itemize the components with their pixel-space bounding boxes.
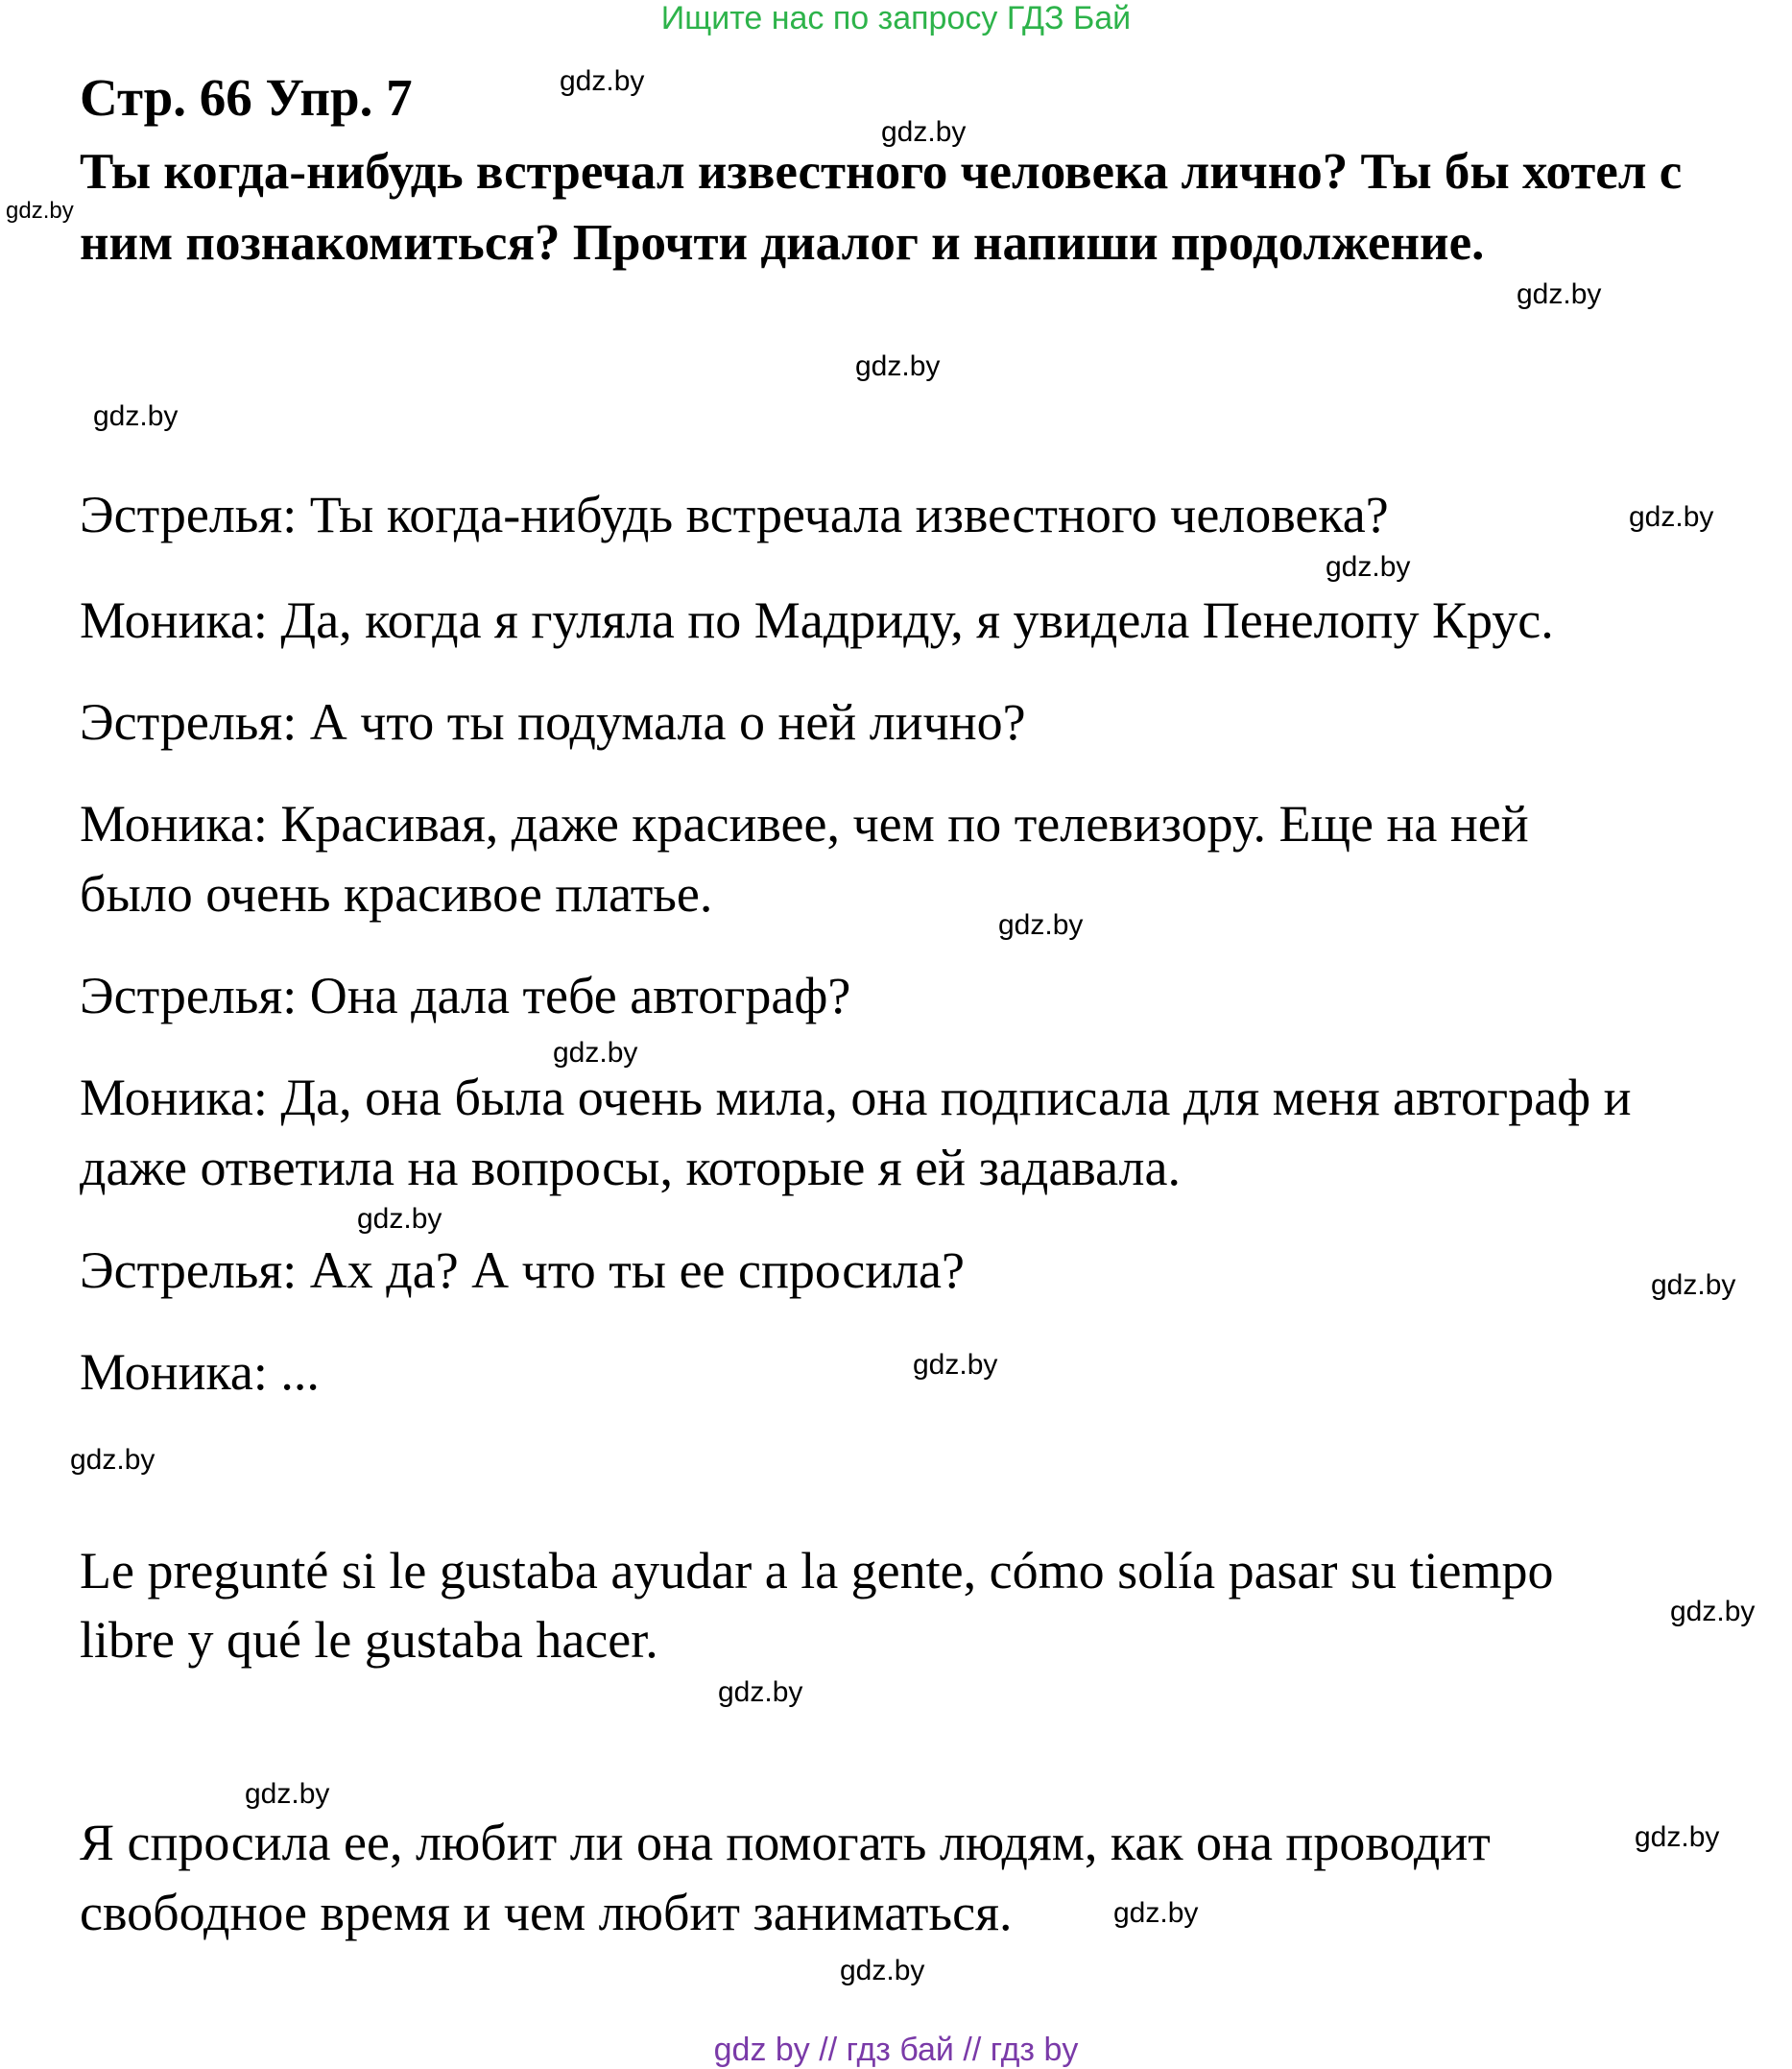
- watermark: gdz.by: [357, 1203, 442, 1235]
- answer-russian: свободное время и чем любит заниматься.: [80, 1884, 1013, 1941]
- watermark: gdz.by: [1113, 1897, 1199, 1929]
- watermark: gdz.by: [560, 65, 645, 97]
- page-heading: Стр. 66 Упр. 7: [80, 68, 413, 127]
- watermark: gdz.by: [1651, 1269, 1736, 1301]
- watermark: gdz.by: [881, 116, 967, 148]
- watermark: gdz.by: [1629, 501, 1714, 533]
- watermark: gdz.by: [93, 400, 179, 432]
- watermark: gdz.by: [6, 198, 74, 224]
- watermark: gdz.by: [840, 1955, 925, 1986]
- dialogue-line: было очень красивое платье.: [80, 865, 713, 923]
- dialogue-line: даже ответила на вопросы, которые я ей задавала.: [80, 1139, 1181, 1196]
- watermark: gdz.by: [913, 1349, 998, 1381]
- dialogue-line: Моника: Да, она была очень мила, она подписала для меня автограф и: [80, 1069, 1632, 1126]
- watermark: gdz.by: [1326, 551, 1411, 583]
- watermark: gdz.by: [718, 1676, 803, 1708]
- watermark: gdz.by: [553, 1037, 638, 1069]
- watermark: gdz.by: [855, 350, 941, 382]
- dialogue-line: Эстрелья: А что ты подумала о ней лично?: [80, 693, 1026, 751]
- answer-spanish: libre y qué le gustaba hacer.: [80, 1611, 658, 1669]
- task-text: Ты когда-нибудь встречал известного человека лично? Ты бы хотел с ним познакомиться? Прочти диалог и напиши продолжение.: [80, 144, 1683, 271]
- footer: gdz by // гдз бай // гдз by: [713, 2032, 1079, 2068]
- answer-spanish: Le pregunté si le gustaba ayudar a la gente, cómo solía pasar su tiempo: [80, 1542, 1554, 1600]
- dialogue-line: Моника: Красивая, даже красивее, чем по телевизору. Еще на ней: [80, 795, 1529, 853]
- dialogue-line: Эстрелья: Она дала тебе автограф?: [80, 967, 851, 1024]
- watermark: gdz.by: [1517, 278, 1602, 310]
- watermark: gdz.by: [1635, 1821, 1720, 1853]
- dialogue-line: Эстрелья: Ты когда-нибудь встречала известного человека?: [80, 486, 1389, 543]
- top-banner: Ищите нас по запросу ГДЗ Бай: [660, 0, 1132, 36]
- watermark: gdz.by: [245, 1778, 330, 1810]
- watermark: gdz.by: [998, 909, 1084, 941]
- dialogue-line: Моника: ...: [80, 1343, 320, 1401]
- dialogue-line: Эстрелья: Ах да? А что ты ее спросила?: [80, 1241, 965, 1299]
- watermark: gdz.by: [70, 1444, 155, 1476]
- answer-russian: Я спросила ее, любит ли она помогать людям, как она проводит: [80, 1814, 1491, 1871]
- dialogue-line: Моника: Да, когда я гуляла по Мадриду, я увидела Пенелопу Крус.: [80, 591, 1554, 649]
- watermark: gdz.by: [1670, 1596, 1756, 1627]
